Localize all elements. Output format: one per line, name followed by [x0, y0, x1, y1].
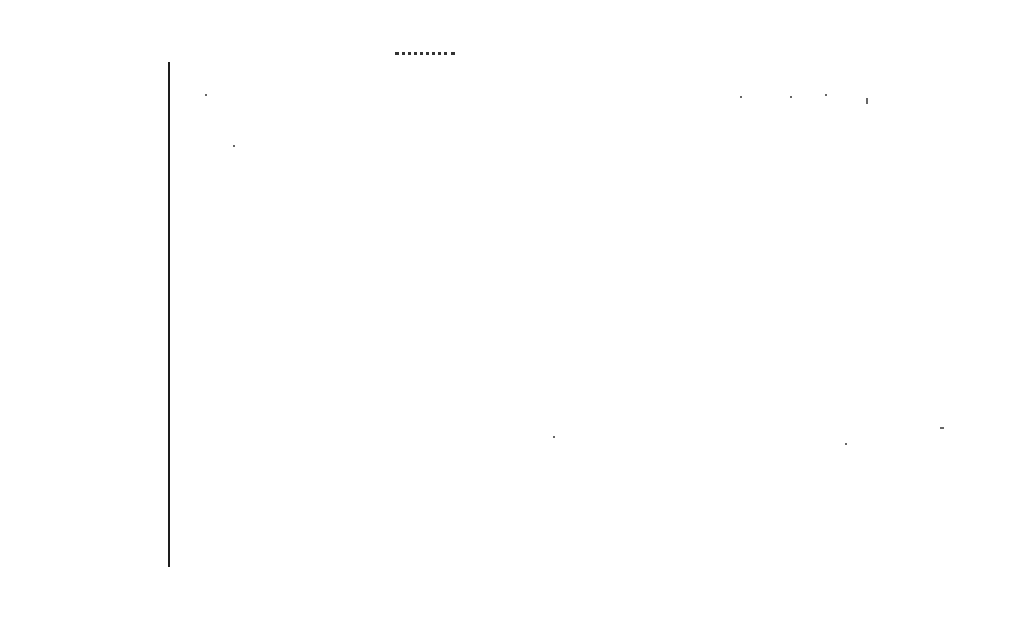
scan-speck	[553, 436, 555, 438]
scan-speck	[845, 443, 847, 445]
top-text-fragment	[395, 52, 455, 63]
scan-speck	[790, 96, 792, 98]
scan-speck	[866, 98, 868, 104]
scan-speck	[233, 145, 235, 147]
scan-speck	[740, 96, 742, 98]
scan-speck	[825, 94, 827, 96]
scan-speck	[940, 427, 944, 429]
scan-speck	[205, 94, 207, 96]
column-rule	[168, 62, 170, 567]
